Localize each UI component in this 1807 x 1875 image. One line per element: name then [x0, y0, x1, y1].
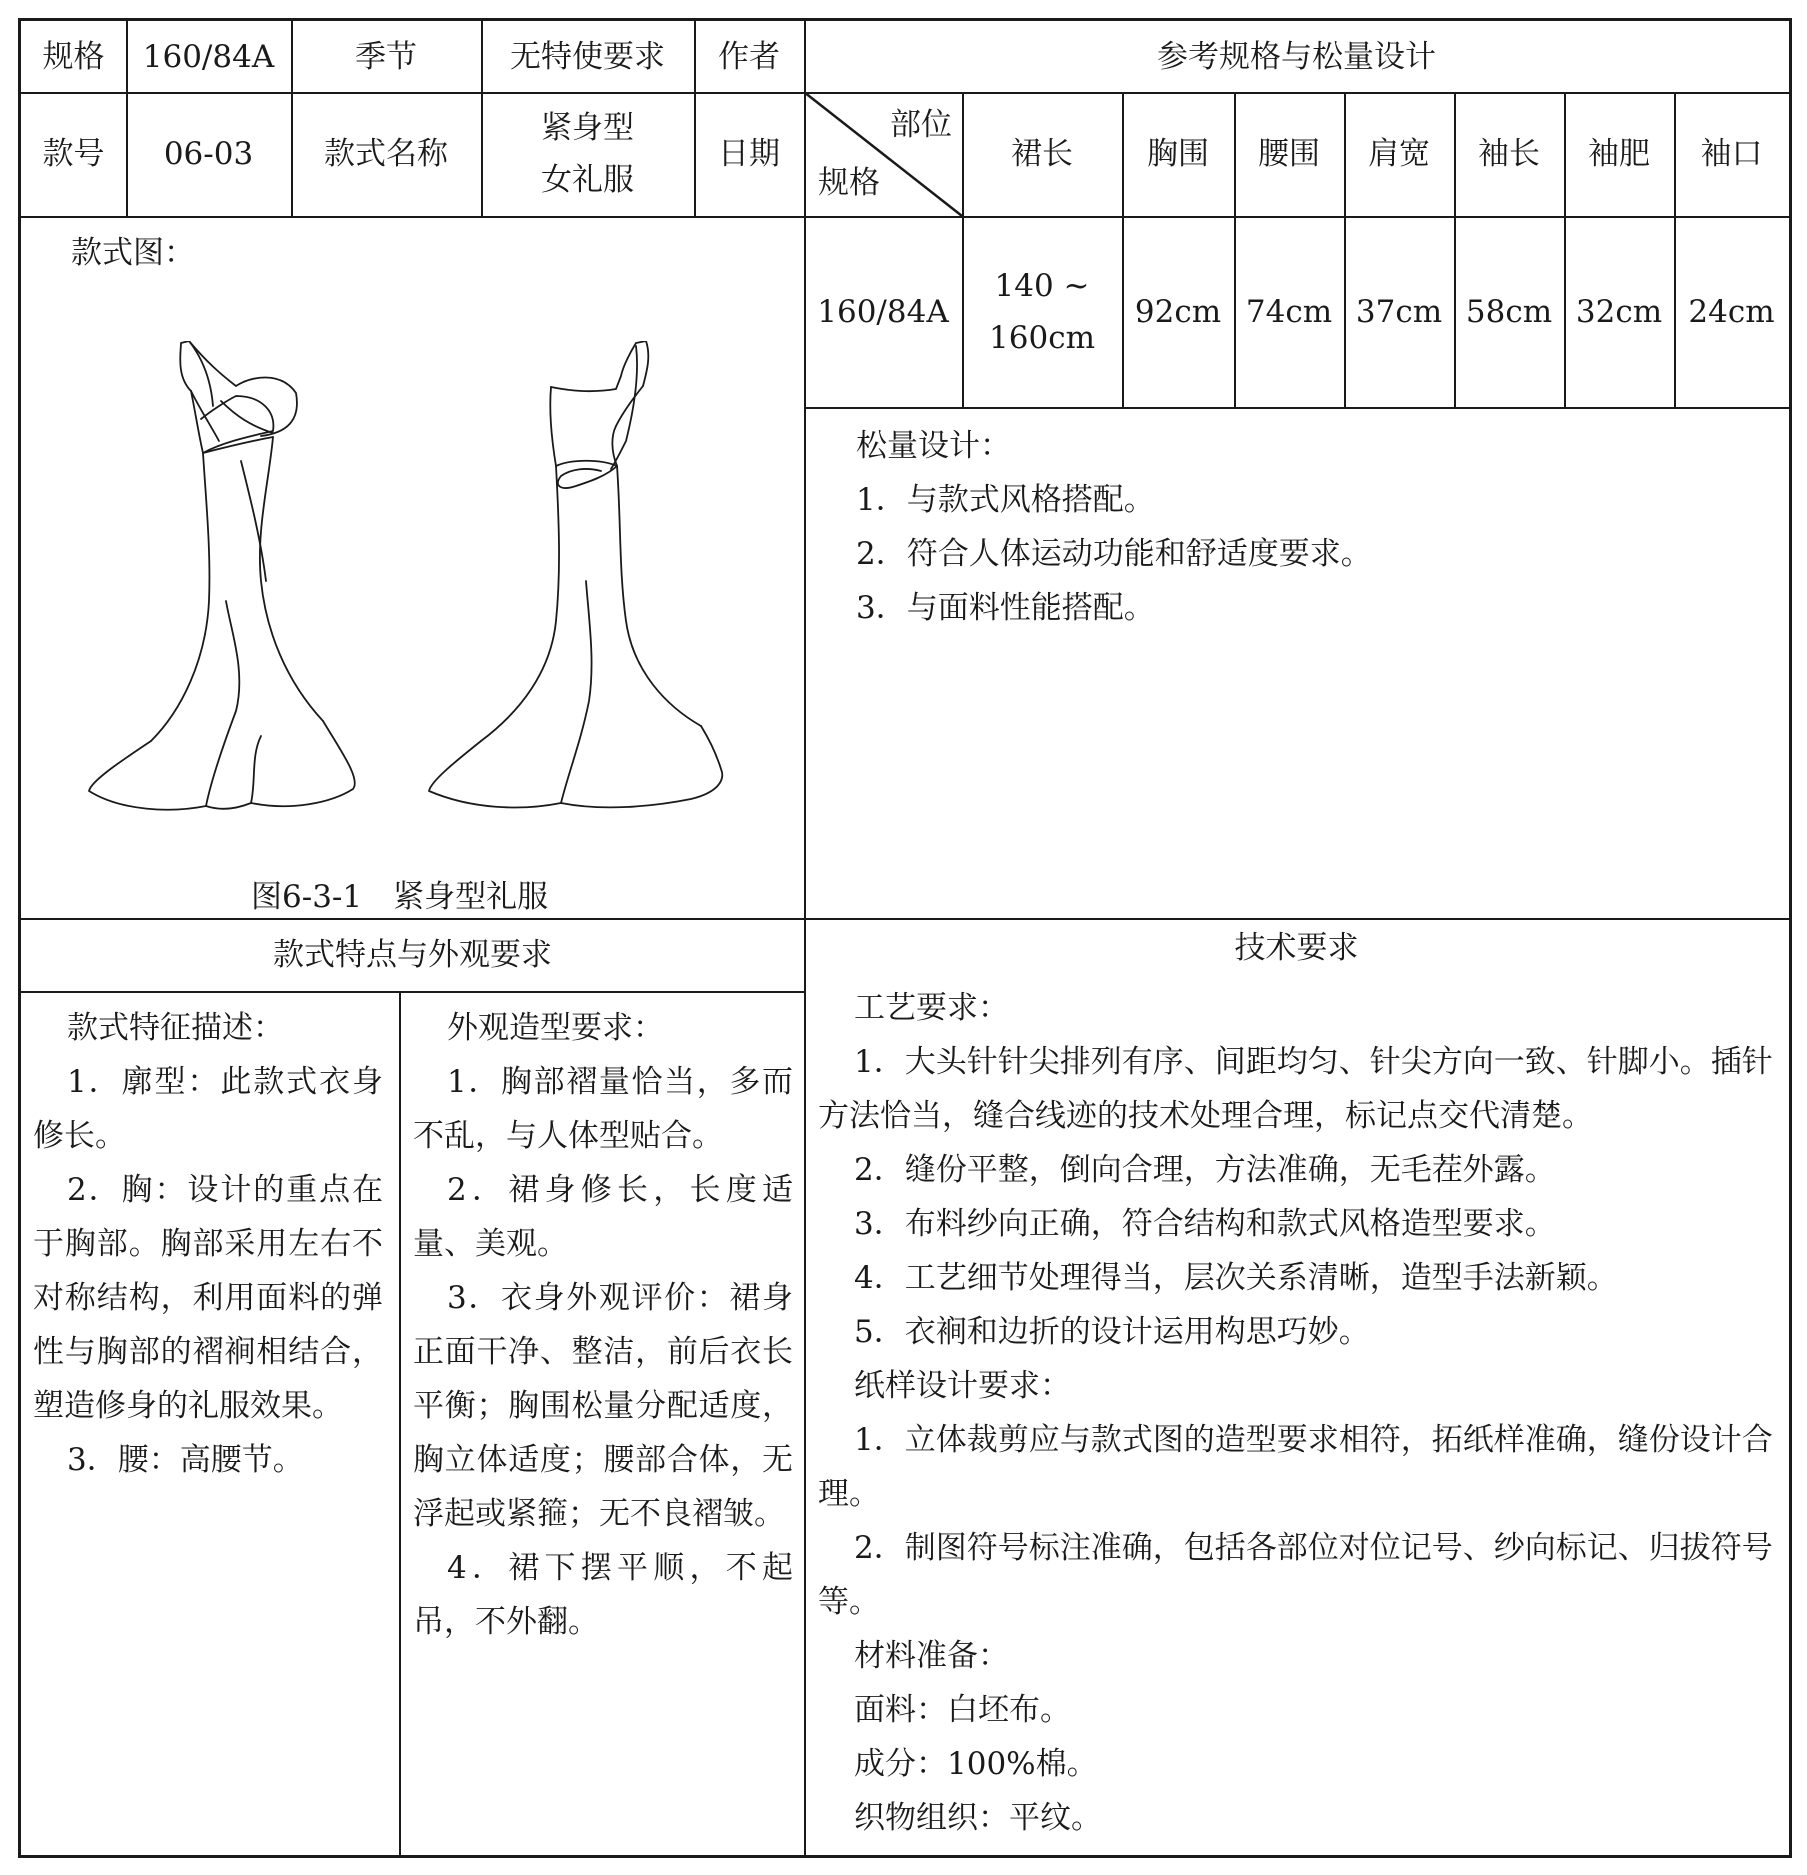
material-item: 织物组织：平纹。 [854, 1800, 1102, 1836]
craft-item: 3．布料纱向正确，符合结构和款式风格造型要求。 [854, 1206, 1556, 1242]
date-label: 日期 [718, 136, 780, 172]
skirt-length-line2: 160cm [989, 319, 1095, 356]
col-header-cuff: 袖口 [1700, 136, 1763, 172]
col-header-sleeve-width: 袖肥 [1588, 136, 1650, 172]
corner-bottom-label: 规格 [818, 165, 880, 201]
row-size-label: 160/84A [817, 293, 949, 330]
craft-item: 2．缝份平整，倒向合理，方法准确，无毛茬外露。 [854, 1152, 1556, 1188]
season-label: 季节 [355, 38, 417, 75]
style-no-label: 款号 [42, 136, 105, 172]
look-item: 3．衣身外观评价：裙身正面干净、整洁，前后衣长平衡；胸围松量分配适度，胸立体适度；腰部合体，无浮起或紧箍；无不良褶皱。 [413, 1280, 793, 1532]
style-name-line2: 女礼服 [541, 162, 634, 198]
look-item: 1．胸部褶量恰当，多而不乱，与人体型贴合。 [413, 1064, 793, 1154]
style-name-line1: 紧身型 [541, 110, 634, 146]
col-header-bust: 胸围 [1147, 136, 1209, 172]
spec-label: 规格 [42, 38, 105, 75]
style-no-value: 06-03 [163, 136, 254, 172]
ease-block [856, 419, 1756, 635]
value-waist: 74cm [1245, 293, 1333, 330]
value-bust: 92cm [1134, 293, 1222, 330]
feature-desc-item: 1．廓型：此款式衣身修长。 [33, 1064, 383, 1154]
figure-caption: 图6-3-1 紧身型礼服 [251, 879, 549, 915]
value-sleeve-width: 32cm [1575, 293, 1663, 330]
look-title: 外观造型要求： [447, 1010, 664, 1046]
pattern-item: 2．制图符号标注准确，包括各部位对位记号、纱向标记、归拔符号等。 [818, 1530, 1773, 1620]
value-sleeve-length: 58cm [1465, 293, 1553, 330]
ease-item: 3．与面料性能搭配。 [856, 590, 1155, 626]
style-name-label: 款式名称 [324, 136, 448, 172]
ref-title: 参考规格与松量设计 [1157, 38, 1436, 75]
look-item: 4．裙下摆平顺，不起吊，不外翻。 [413, 1550, 793, 1640]
col-header-skirt-length: 裙长 [1011, 136, 1073, 172]
craft-item: 1．大头针针尖排列有序、间距均匀、针尖方向一致、针脚小。插针方法恰当，缝合线迹的技术处理合理，标记点交代清楚。 [818, 1044, 1773, 1134]
season-value: 无特使要求 [510, 38, 665, 75]
spec-sheet [18, 18, 1792, 1858]
corner-top-label: 部位 [890, 107, 952, 143]
skirt-length-line1: 140 ~ [994, 267, 1090, 304]
col-divider [399, 991, 401, 1855]
spec-value: 160/84A [142, 38, 275, 75]
row-divider [21, 991, 804, 993]
craft-item: 5．衣裥和边折的设计运用构思巧妙。 [854, 1314, 1370, 1350]
value-skirt-length [962, 216, 1122, 407]
craft-item: 4．工艺细节处理得当，层次关系清晰，造型手法新颖。 [854, 1260, 1618, 1296]
craft-title: 工艺要求： [854, 990, 1009, 1026]
material-title: 材料准备： [854, 1638, 1009, 1674]
look-item: 2．裙身修长，长度适量、美观。 [413, 1172, 793, 1262]
features-section-title: 款式特点与外观要求 [273, 936, 552, 973]
dress-back-sketch-icon [411, 341, 761, 831]
feature-desc-item: 2．胸：设计的重点在于胸部。胸部采用左右不对称结构，利用面料的弹性与胸部的褶裥相结合，塑造修身的礼服效果。 [33, 1172, 383, 1424]
ease-title: 松量设计： [856, 428, 1011, 464]
col-header-sleeve-length: 袖长 [1478, 136, 1540, 172]
pattern-item: 1．立体裁剪应与款式图的造型要求相符，拓纸样准确，缝份设计合理。 [818, 1422, 1773, 1512]
tech-requirements-block [818, 981, 1778, 1845]
row-divider [804, 407, 1789, 409]
dress-front-sketch-icon [61, 341, 391, 831]
ease-item: 2．符合人体运动功能和舒适度要求。 [856, 536, 1372, 572]
drawing-label: 款式图： [71, 235, 195, 271]
feature-desc-item: 3．腰：高腰节。 [67, 1442, 304, 1478]
pattern-title: 纸样设计要求： [854, 1368, 1071, 1404]
material-item: 面料：白坯布。 [854, 1692, 1071, 1728]
appearance-requirements-block [413, 1001, 793, 1649]
col-header-shoulder: 肩宽 [1368, 136, 1430, 172]
feature-description-block [33, 1001, 383, 1487]
material-item: 成分：100%棉。 [854, 1746, 1098, 1782]
feature-desc-title: 款式特征描述： [67, 1010, 284, 1046]
tech-section-title: 技术要求 [1234, 930, 1359, 966]
ease-item: 1．与款式风格搭配。 [856, 482, 1155, 518]
value-shoulder: 37cm [1355, 293, 1443, 330]
col-header-waist: 腰围 [1258, 136, 1320, 172]
author-label: 作者 [718, 38, 780, 75]
style-name-value [481, 92, 694, 216]
value-cuff: 24cm [1688, 293, 1775, 330]
